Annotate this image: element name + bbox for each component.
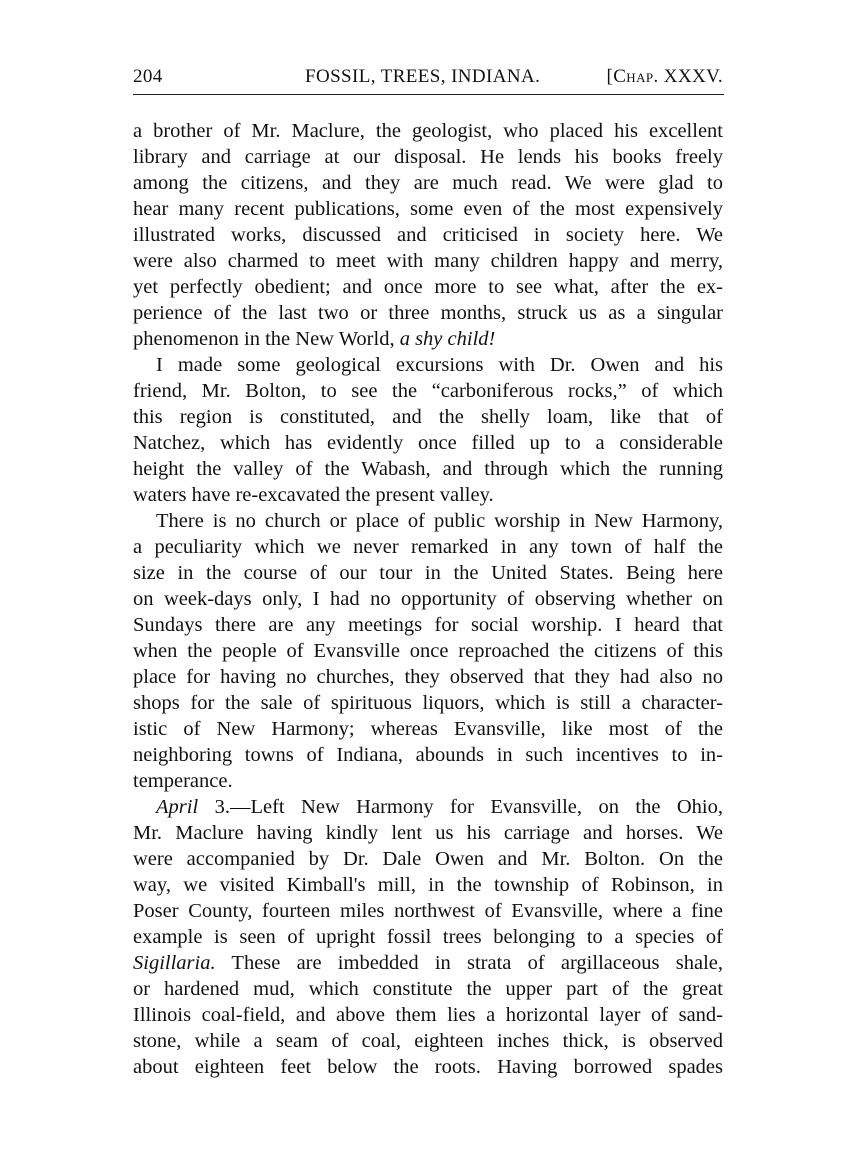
text-line: or hardened mud, which constitute the upper part of the great: [133, 978, 723, 1000]
running-title: FOSSIL, TREES, INDIANA.: [305, 66, 541, 87]
text-line: friend, Mr. Bolton, to see the “carboniferous rocks,” of which: [133, 380, 723, 402]
text-line: [133, 794, 723, 820]
text-line: were also charmed to meet with many children happy and merry,: [133, 250, 723, 272]
text-line: Sundays there are any meetings for social worship. I heard that: [133, 614, 723, 636]
page-number: 204: [133, 66, 163, 87]
text-line: Mr. Maclure having kindly lent us his carriage and horses. We: [133, 822, 723, 844]
text-line: Natchez, which has evidently once filled up to a considerable: [133, 432, 723, 454]
text-segment: phenomenon in the New World,: [133, 328, 395, 350]
text-line: [133, 326, 723, 352]
text-line: Poser County, fourteen miles northwest of Evansville, where a fine: [133, 900, 723, 922]
text-line: on week-days only, I had no opportunity of observing whether on: [133, 588, 723, 610]
text-line: were accompanied by Dr. Dale Owen and Mr. Bolton. On the: [133, 848, 723, 870]
text-line: I made some geological excursions with Dr. Owen and his: [156, 354, 723, 376]
italic-text: April: [156, 796, 199, 818]
text-line: stone, while a seam of coal, eighteen inches thick, is observed: [133, 1030, 723, 1052]
text-segment: These are imbedded in strata of argillaceous shale,: [215, 952, 723, 974]
text-line: way, we visited Kimball's mill, in the township of Robinson, in: [133, 874, 723, 896]
text-line: shops for the sale of spirituous liquors, which is still a character-: [133, 692, 723, 714]
text-line: library and carriage at our disposal. He lends his books freely: [133, 146, 723, 168]
text-line: this region is constituted, and the shelly loam, like that of: [133, 406, 723, 428]
text-line: illustrated works, discussed and criticised in society here. We: [133, 224, 723, 246]
text-line: when the people of Evansville once reproached the citizens of this: [133, 640, 723, 662]
text-line: height the valley of the Wabash, and through which the running: [133, 458, 723, 480]
text-line: [133, 950, 723, 976]
text-line: Illinois coal-field, and above them lies a horizontal layer of sand-: [133, 1004, 723, 1026]
text-line: waters have re-excavated the present valley.: [133, 484, 494, 506]
header-rule: [133, 94, 724, 95]
text-segment: 3.—Left New Harmony for Evansville, on the Ohio,: [198, 796, 723, 818]
running-header: [133, 66, 723, 92]
text-line: a brother of Mr. Maclure, the geologist, who placed his excellent: [133, 120, 723, 142]
body-text: [133, 118, 723, 1080]
text-line: about eighteen feet below the roots. Having borrowed spades: [133, 1056, 723, 1078]
chapter-label: [Chap. XXXV.: [606, 66, 723, 87]
text-line: neighboring towns of Indiana, abounds in such incentives to in-: [133, 744, 723, 766]
text-line: temperance.: [133, 770, 233, 792]
text-line: perience of the last two or three months, struck us as a singular: [133, 302, 723, 324]
italic-text: a shy child!: [399, 328, 496, 350]
text-line: among the citizens, and they are much read. We were glad to: [133, 172, 723, 194]
text-line: example is seen of upright fossil trees belonging to a species of: [133, 926, 723, 948]
text-line: size in the course of our tour in the United States. Being here: [133, 562, 723, 584]
text-line: place for having no churches, they observed that they had also no: [133, 666, 723, 688]
text-line: hear many recent publications, some even of the most expensively: [133, 198, 723, 220]
italic-text: Sigillaria.: [133, 952, 216, 974]
text-line: istic of New Harmony; whereas Evansville, like most of the: [133, 718, 723, 740]
text-line: yet perfectly obedient; and once more to see what, after the ex-: [133, 276, 723, 298]
text-line: a peculiarity which we never remarked in any town of half the: [133, 536, 723, 558]
text-line: There is no church or place of public worship in New Harmony,: [156, 510, 723, 532]
